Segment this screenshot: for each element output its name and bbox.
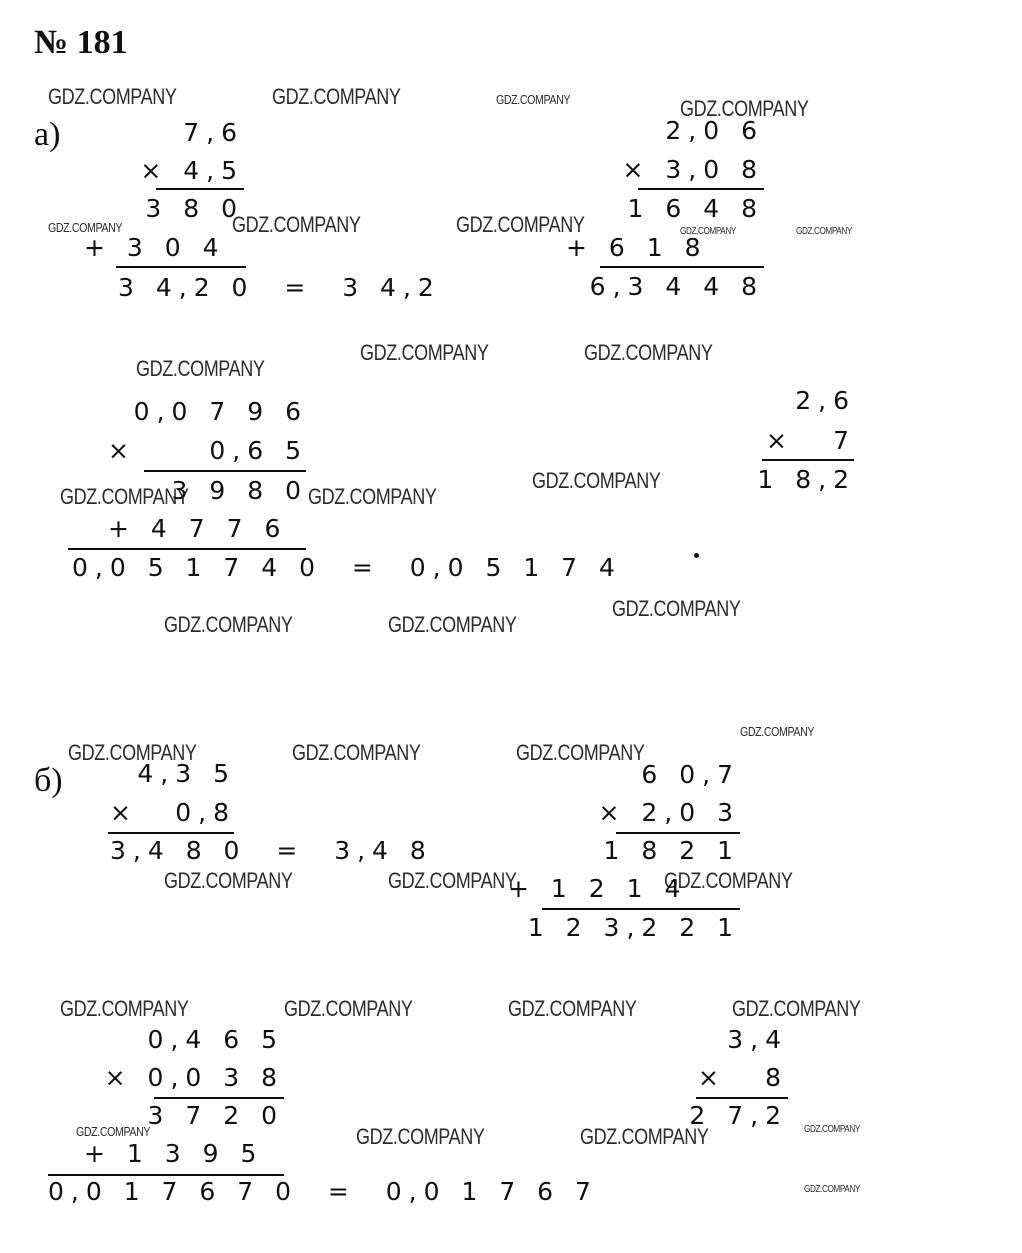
underline	[696, 1097, 788, 1099]
multiply-sign: ×	[108, 436, 136, 465]
watermark: GDZ.COMPANY	[48, 84, 177, 109]
partial-product-1: 1 6 4 8	[627, 194, 764, 223]
product: 1 2 3,2 2 1	[527, 913, 740, 942]
multiplicand: 6 0,7	[641, 760, 740, 789]
watermark: GDZ.COMPANY	[496, 92, 571, 107]
watermark: GDZ.COMPANY	[292, 740, 421, 765]
watermark: GDZ.COMPANY	[68, 740, 197, 765]
watermark: GDZ.COMPANY	[732, 996, 861, 1021]
partial-product-1: 3 7 2 0	[147, 1101, 284, 1130]
watermark: GDZ.COMPANY	[740, 724, 815, 739]
watermark: GDZ.COMPANY	[164, 868, 293, 893]
watermark: GDZ.COMPANY	[48, 220, 123, 235]
multiplicand: 4,3 5	[137, 759, 236, 788]
watermark: GDZ.COMPANY	[284, 996, 413, 1021]
watermark: GDZ.COMPANY	[664, 868, 793, 893]
watermark: GDZ.COMPANY	[516, 740, 645, 765]
multiply-sign: ×	[698, 1063, 726, 1092]
watermark: GDZ.COMPANY	[532, 468, 661, 493]
underline	[48, 1174, 284, 1176]
watermark: GDZ.COMPANY	[232, 212, 361, 237]
multiplicand: 2,0 6	[665, 116, 764, 145]
exercise-title: № 181	[34, 24, 128, 61]
multiplicand: 0,0 7 9 6	[133, 397, 308, 426]
watermark: GDZ.COMPANY	[360, 340, 489, 365]
multiplier: 0,8	[175, 798, 236, 827]
multiplicand: 0,4 6 5	[147, 1025, 284, 1054]
watermark: GDZ.COMPANY	[308, 484, 437, 509]
product: 1 8,2	[757, 465, 856, 494]
part-b-label: б)	[34, 762, 63, 799]
partial-product-2: + 6 1 8	[566, 233, 708, 262]
underline	[108, 832, 234, 834]
watermark: GDZ.COMPANY	[356, 1124, 485, 1149]
underline	[542, 908, 740, 910]
watermark: GDZ.COMPANY	[804, 1124, 860, 1135]
partial-product-2: + 1 2 1 4	[508, 874, 688, 903]
underline	[144, 470, 306, 472]
product: 2 7,2	[689, 1101, 788, 1130]
watermark: GDZ.COMPANY	[680, 96, 809, 121]
stray-dot	[694, 553, 699, 558]
underline	[600, 266, 764, 268]
underline	[638, 188, 764, 190]
partial-product-1: 3 9 8 0	[171, 476, 308, 505]
multiplier: × 2,0 3	[598, 798, 740, 827]
partial-product-2: + 1 3 9 5	[84, 1139, 264, 1168]
partial-product-2: + 3 0 4	[84, 233, 226, 262]
multiplicand: 3,4	[727, 1025, 788, 1054]
underline	[154, 1097, 284, 1099]
watermark: GDZ.COMPANY	[60, 484, 189, 509]
watermark: GDZ.COMPANY	[804, 1184, 860, 1195]
watermark: GDZ.COMPANY	[680, 226, 736, 237]
multiplier: 7	[833, 426, 856, 455]
product: 0,0 1 7 6 7 0 = 0,0 1 7 6 7	[48, 1177, 598, 1206]
watermark: GDZ.COMPANY	[580, 1124, 709, 1149]
partial-product-1: 3 8 0	[145, 194, 244, 223]
underline	[68, 548, 306, 550]
partial-product-1: 1 8 2 1	[603, 836, 740, 865]
watermark: GDZ.COMPANY	[272, 84, 401, 109]
underline	[762, 459, 854, 461]
multiplier: × 0,0 3 8	[104, 1063, 284, 1092]
watermark: GDZ.COMPANY	[136, 356, 265, 381]
watermark: GDZ.COMPANY	[796, 226, 852, 237]
product: 6,3 4 4 8	[589, 272, 764, 301]
product: 0,0 5 1 7 4 0 = 0,0 5 1 7 4	[72, 553, 622, 582]
multiply-sign: ×	[110, 798, 138, 827]
multiplier: × 4,5	[140, 156, 244, 185]
multiplier: × 3,0 8	[622, 155, 764, 184]
product: 3 4,2 0 = 3 4,2	[118, 273, 441, 302]
watermark: GDZ.COMPANY	[60, 996, 189, 1021]
multiplier: 0,6 5	[209, 436, 308, 465]
multiplier: 8	[765, 1063, 788, 1092]
watermark: GDZ.COMPANY	[388, 612, 517, 637]
watermark: GDZ.COMPANY	[508, 996, 637, 1021]
part-a-label: а)	[34, 116, 61, 153]
watermark: GDZ.COMPANY	[584, 340, 713, 365]
watermark: GDZ.COMPANY	[456, 212, 585, 237]
partial-product-2: + 4 7 7 6	[108, 514, 288, 543]
watermark: GDZ.COMPANY	[164, 612, 293, 637]
multiplicand: 7,6	[183, 118, 244, 147]
multiplicand: 2,6	[795, 386, 856, 415]
watermark: GDZ.COMPANY	[388, 868, 517, 893]
watermark: GDZ.COMPANY	[76, 1124, 151, 1139]
product: 3,4 8 0 = 3,4 8	[110, 836, 433, 865]
underline	[156, 188, 244, 190]
watermark: GDZ.COMPANY	[612, 596, 741, 621]
underline	[616, 832, 740, 834]
multiply-sign: ×	[766, 426, 794, 455]
underline	[116, 266, 246, 268]
